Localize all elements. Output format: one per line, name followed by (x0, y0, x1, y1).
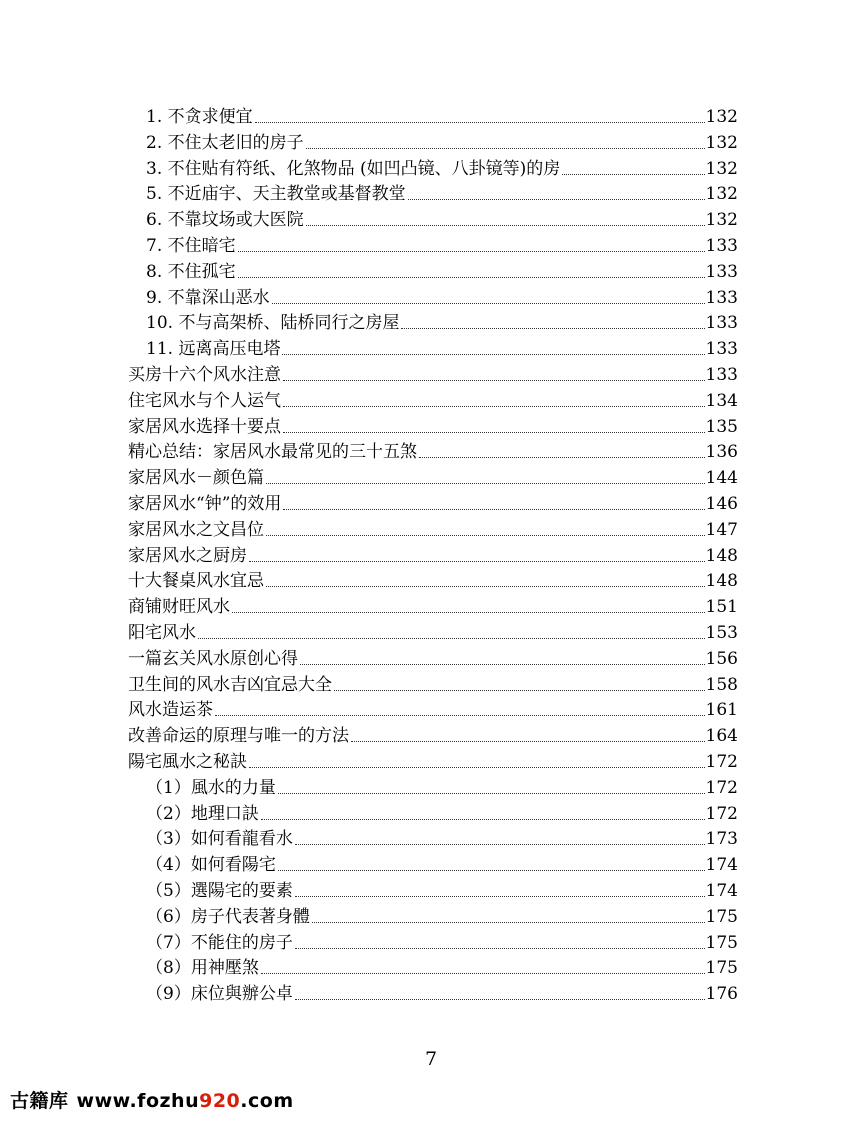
toc-entry[interactable] (146, 155, 738, 179)
toc-entry-title: 3. 不住贴有符纸、化煞物品 (如凹凸镜、八卦镜等)的房 (146, 158, 561, 179)
toc-dot-leader (282, 354, 704, 355)
toc-entry-title: （5）選陽宅的要素 (146, 881, 293, 901)
toc-entry-page: 133 (705, 236, 738, 256)
toc-entry-title: 买房十六个风水注意 (128, 365, 281, 385)
toc-entry-title: 11. 远离高压电塔 (146, 339, 281, 360)
toc-dot-leader (300, 664, 705, 665)
toc-entry-title: （3）如何看龍看水 (146, 829, 293, 850)
toc-dot-leader (295, 896, 705, 897)
page-number: 7 (425, 1048, 438, 1070)
toc-dot-leader (306, 148, 705, 149)
toc-entry[interactable] (146, 774, 738, 798)
toc-entry-title: 改善命运的原理与唯一的方法 (128, 726, 349, 747)
toc-entry-title: 家居风水之厨房 (128, 545, 247, 566)
toc-dot-leader (419, 457, 705, 458)
toc-entry[interactable] (128, 413, 738, 437)
toc-entry-page: 133 (705, 339, 738, 360)
toc-entry-title: （1）風水的力量 (146, 777, 276, 798)
toc-entry-page: 147 (705, 519, 738, 540)
toc-entry[interactable] (128, 387, 738, 411)
toc-entry[interactable] (146, 206, 738, 230)
toc-dot-leader (249, 767, 705, 768)
toc-entry-title: 7. 不住暗宅 (146, 236, 236, 256)
toc-dot-leader (306, 225, 705, 226)
toc-entry-page: 174 (705, 881, 738, 901)
toc-entry[interactable] (146, 980, 738, 1004)
toc-entry-page: 144 (705, 468, 738, 489)
toc-entry-title: 住宅风水与个人运气 (128, 390, 281, 411)
toc-entry-title: 风水造运茶 (128, 700, 213, 721)
toc-dot-leader (272, 303, 705, 304)
toc-entry-page: 175 (705, 906, 738, 927)
watermark-url-tld: .com (240, 1090, 294, 1112)
toc-dot-leader (334, 690, 705, 691)
toc-entry[interactable] (128, 722, 738, 746)
toc-dot-leader (295, 948, 705, 949)
toc-entry-page: 133 (705, 313, 738, 334)
toc-entry-title: 1. 不贪求便宜 (146, 107, 253, 127)
toc-entry-page: 132 (705, 107, 738, 127)
toc-entry[interactable] (128, 748, 738, 772)
toc-dot-leader (278, 870, 705, 871)
toc-entry[interactable] (128, 438, 738, 462)
toc-entry-page: 132 (705, 210, 738, 231)
toc-dot-leader (238, 251, 705, 252)
toc-entry[interactable] (146, 258, 738, 282)
toc-dot-leader (295, 844, 705, 845)
toc-entry-page: 135 (705, 416, 738, 437)
toc-entry-page: 172 (705, 803, 738, 824)
toc-entry-title: （7）不能住的房子 (146, 932, 293, 953)
toc-dot-leader (261, 973, 705, 974)
toc-entry-title: 商铺财旺风水 (128, 597, 230, 618)
toc-entry-title: 陽宅風水之秘訣 (128, 752, 247, 772)
toc-entry-page: 176 (705, 984, 738, 1005)
toc-dot-leader (283, 380, 705, 381)
toc-entry-title: 一篇玄关风水原创心得 (128, 648, 298, 669)
toc-dot-leader (249, 561, 705, 562)
toc-entry[interactable] (146, 877, 738, 901)
toc-entry[interactable] (146, 103, 738, 127)
toc-dot-leader (261, 819, 705, 820)
toc-entry-page: 133 (705, 365, 738, 385)
toc-entry-page: 132 (705, 184, 738, 205)
toc-entry[interactable] (128, 619, 738, 643)
toc-entry-page: 133 (705, 287, 738, 308)
toc-entry-page: 151 (705, 597, 738, 618)
toc-entry-title: 阳宅风水 (128, 623, 196, 643)
toc-entry-title: 9. 不靠深山恶水 (146, 287, 270, 308)
toc-entry-title: 家居风水“钟”的效用 (128, 494, 282, 514)
toc-entry[interactable] (146, 929, 738, 953)
watermark-text: 古籍库 (10, 1090, 69, 1112)
toc-entry-page: 175 (705, 932, 738, 953)
toc-entry-page: 174 (705, 855, 738, 876)
toc-entry-page: 133 (705, 261, 738, 282)
toc-entry[interactable] (128, 696, 738, 720)
toc-entry-page: 132 (705, 132, 738, 153)
toc-dot-leader (562, 174, 704, 175)
watermark-url-number: 920 (199, 1090, 241, 1112)
toc-entry-title: 卫生间的风水吉凶宜忌大全 (128, 674, 332, 695)
toc-dot-leader (266, 483, 705, 484)
toc-entry[interactable] (146, 800, 738, 824)
toc-dot-leader (295, 999, 705, 1000)
toc-dot-leader (215, 715, 705, 716)
toc-dot-leader (238, 277, 705, 278)
toc-entry-title: 家居风水－颜色篇 (128, 468, 264, 489)
toc-dot-leader (408, 199, 705, 200)
toc-entry-page: 153 (705, 623, 738, 643)
toc-entry[interactable] (146, 232, 738, 256)
toc-entry-page: 148 (705, 545, 738, 566)
toc-entry[interactable] (128, 542, 738, 566)
toc-dot-leader (278, 793, 705, 794)
toc-dot-leader (232, 612, 705, 613)
toc-dot-leader (351, 741, 705, 742)
toc-entry[interactable] (146, 284, 738, 308)
toc-entry-page: 175 (705, 958, 738, 979)
toc-entry-title: （4）如何看陽宅 (146, 855, 276, 876)
toc-entry-title: 6. 不靠坟场或大医院 (146, 210, 304, 231)
toc-entry[interactable] (146, 851, 738, 875)
toc-dot-leader (312, 922, 705, 923)
toc-dot-leader (283, 432, 705, 433)
toc-dot-leader (283, 406, 705, 407)
toc-entry[interactable] (146, 825, 738, 849)
toc-entry-title: 5. 不近庙宇、天主教堂或基督教堂 (146, 184, 406, 205)
toc-entry-page: 164 (705, 726, 738, 747)
toc-entry-page: 172 (705, 752, 738, 772)
watermark-url (77, 1090, 294, 1112)
watermark (10, 1086, 294, 1113)
toc-entry[interactable] (128, 516, 738, 540)
toc-entry-title: （2）地理口訣 (146, 803, 259, 824)
toc-entry-page: 148 (705, 571, 738, 592)
toc-entry[interactable] (128, 645, 738, 669)
toc-entry[interactable] (146, 335, 738, 359)
toc-entry-page: 172 (705, 777, 738, 798)
toc-entry-page: 132 (705, 158, 738, 179)
toc-entry-page: 161 (705, 700, 738, 721)
toc-dot-leader (266, 586, 705, 587)
toc-entry[interactable] (146, 903, 738, 927)
toc-entry-page: 146 (705, 494, 738, 514)
toc-entry-page: 173 (705, 829, 738, 850)
toc-entry-title: 2. 不住太老旧的房子 (146, 132, 304, 153)
toc-entry-title: 十大餐桌风水宜忌 (128, 571, 264, 592)
watermark-url-host: www.fozhu (76, 1090, 200, 1112)
toc-entry-title: 10. 不与高架桥、陆桥同行之房屋 (146, 313, 400, 334)
toc-entry-title: （6）房子代表著身體 (146, 906, 310, 927)
toc-entry-page: 136 (705, 442, 738, 463)
toc-entry-title: （9）床位與辦公卓 (146, 984, 293, 1005)
toc-entry[interactable] (128, 490, 738, 514)
toc-entry[interactable] (146, 180, 738, 204)
toc-entry[interactable] (146, 954, 738, 978)
toc-entry-page: 158 (705, 674, 738, 695)
toc-entry[interactable] (128, 593, 738, 617)
toc-dot-leader (198, 638, 705, 639)
toc-dot-leader (283, 509, 704, 510)
toc-dot-leader (266, 535, 705, 536)
toc-dot-leader (255, 122, 705, 123)
toc-entry[interactable] (128, 671, 738, 695)
toc-entry-title: （8）用神壓煞 (146, 958, 259, 979)
toc-entry-page: 134 (705, 390, 738, 411)
toc-entry-title: 8. 不住孤宅 (146, 261, 236, 282)
toc-entry[interactable] (146, 309, 738, 333)
toc-entry-title: 家居风水选择十要点 (128, 416, 281, 437)
toc-entry-title: 精心总结：家居风水最常见的三十五煞 (128, 442, 417, 463)
toc-entry[interactable] (128, 567, 738, 591)
toc-dot-leader (401, 328, 704, 329)
toc-entry-title: 家居风水之文昌位 (128, 519, 264, 540)
toc-entry[interactable] (128, 464, 738, 488)
toc-entry-page: 156 (705, 648, 738, 669)
toc-entry[interactable] (128, 361, 738, 385)
toc-entry[interactable] (146, 129, 738, 153)
